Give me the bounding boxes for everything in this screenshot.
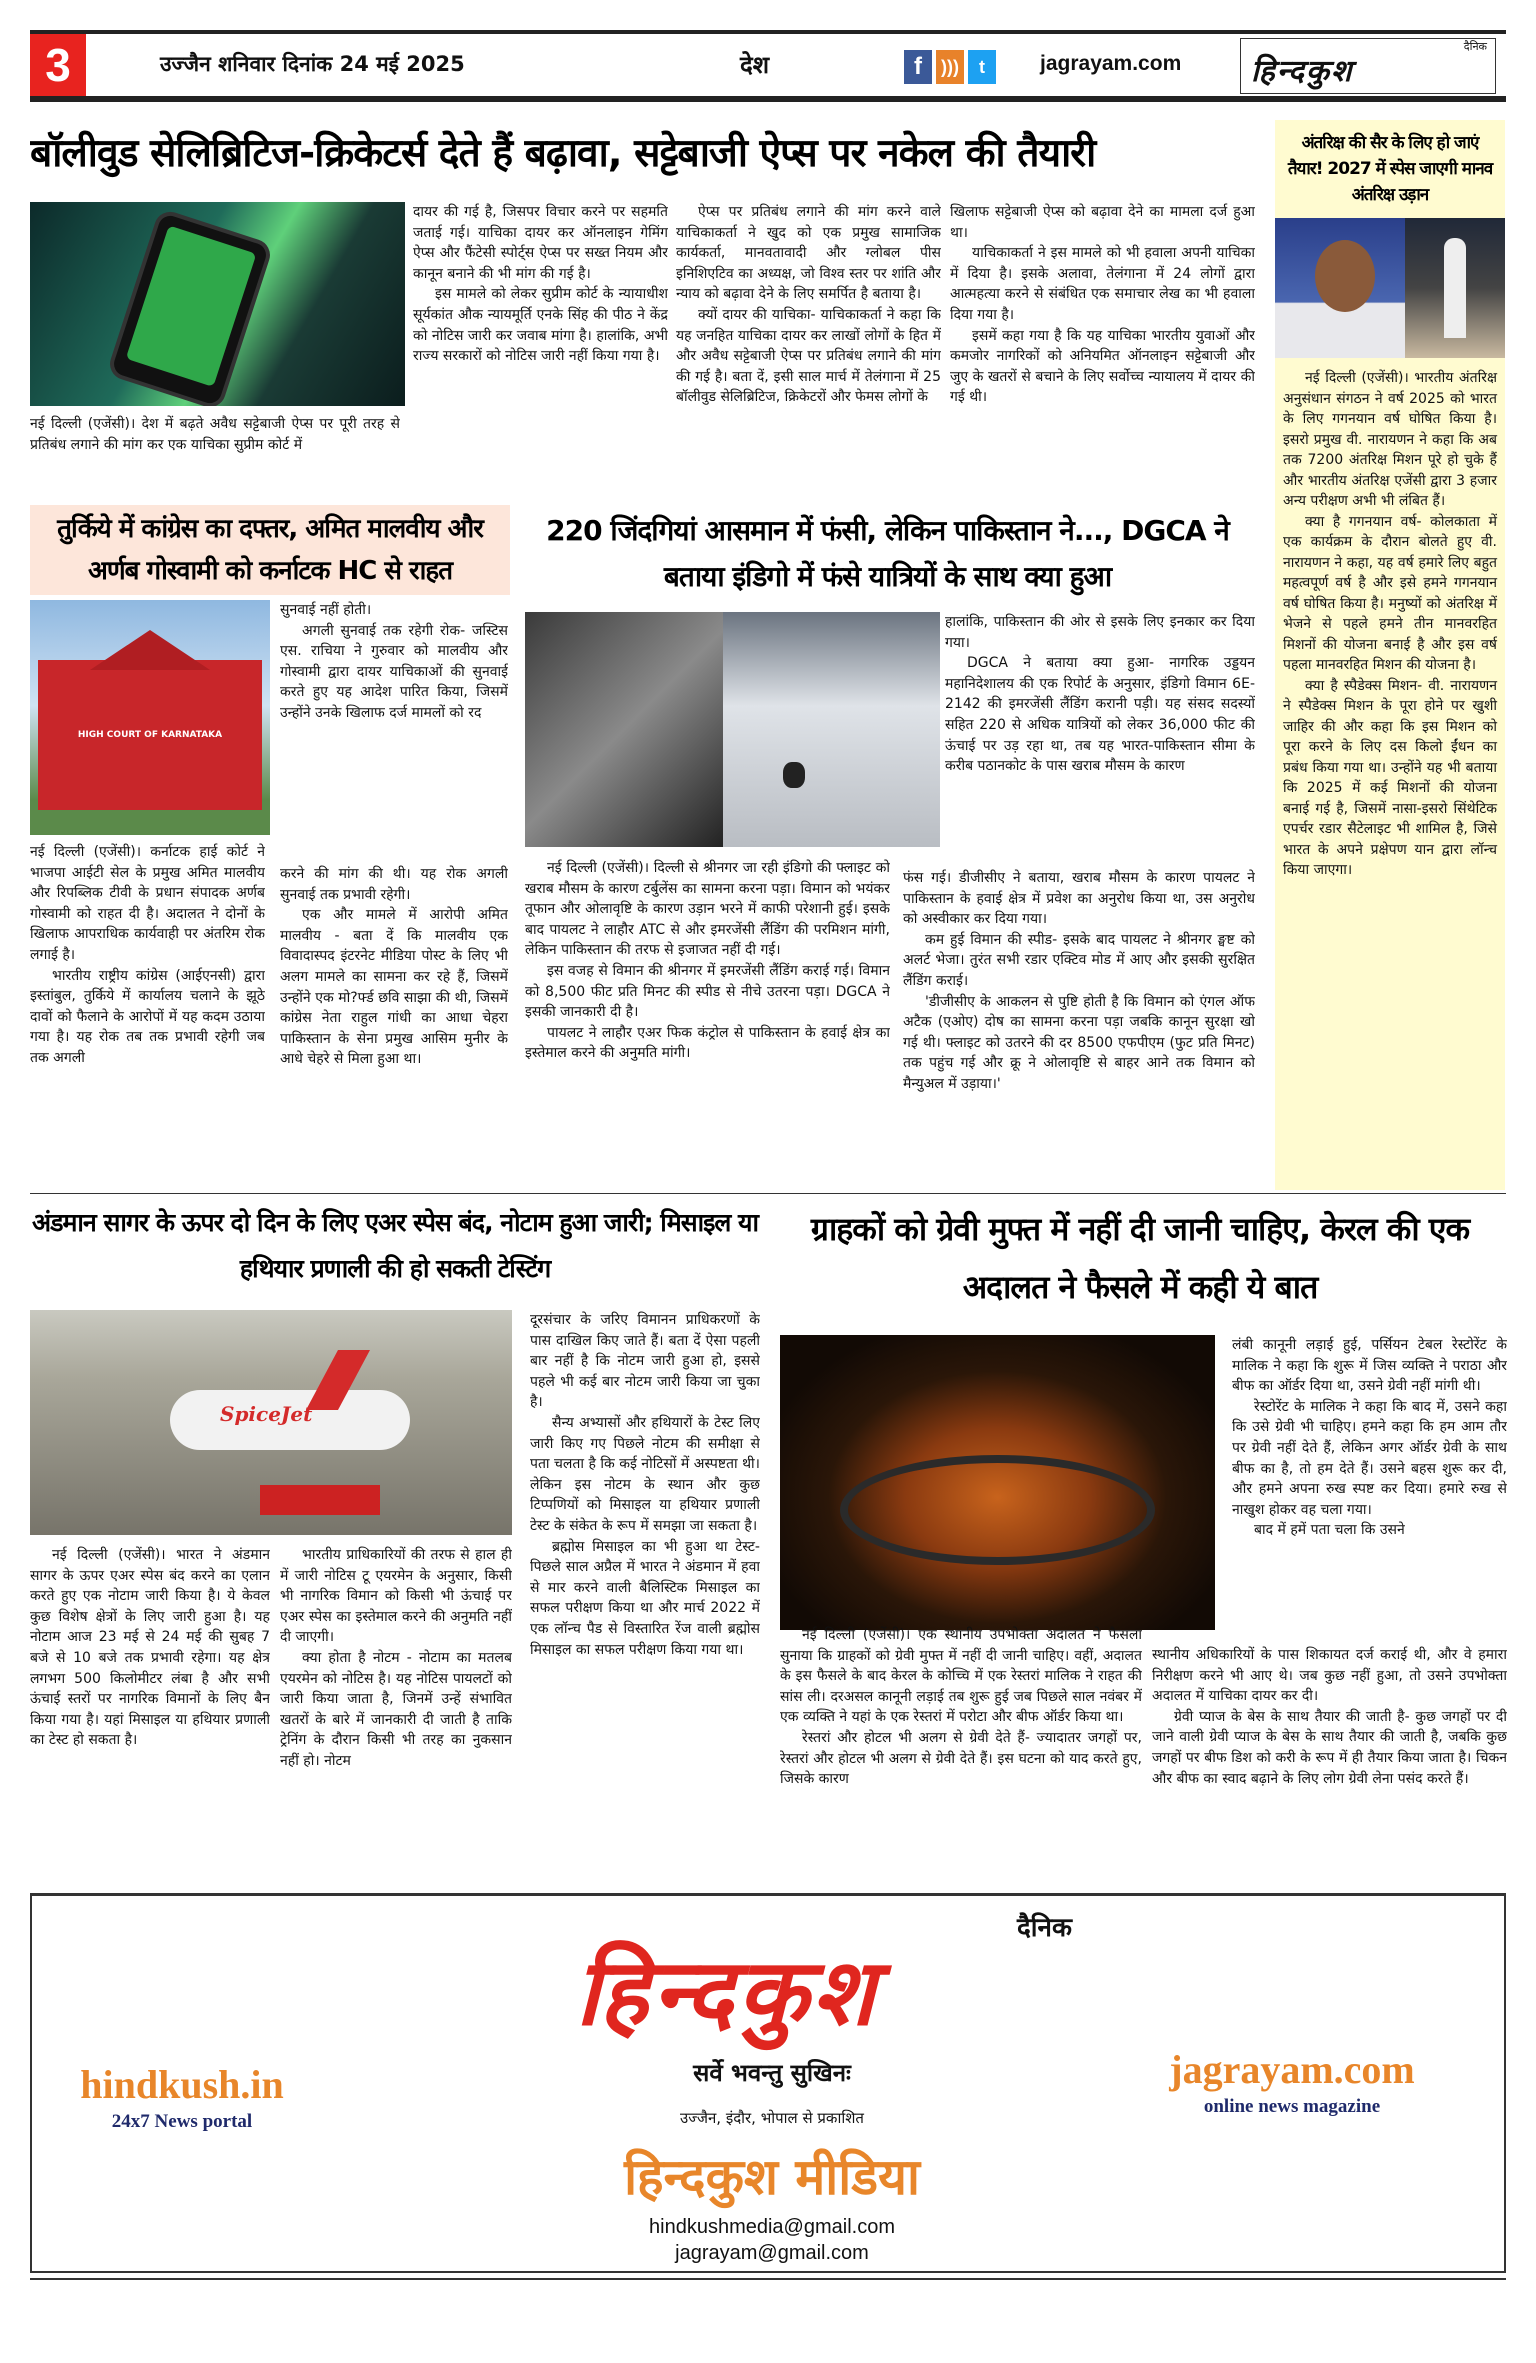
masthead-title: हिन्दकुश xyxy=(1251,54,1354,89)
rss-icon[interactable]: ))) xyxy=(936,50,964,84)
section-label: देश xyxy=(740,51,770,79)
image-caption: HIGH COURT OF KARNATAKA xyxy=(77,730,223,740)
site-link[interactable]: jagrayam.com xyxy=(1040,52,1182,75)
email-link[interactable]: hindkushmedia@gmail.com xyxy=(649,2216,895,2238)
page-header xyxy=(30,30,1506,102)
page-number: 3 xyxy=(30,34,86,96)
article-column: नई दिल्ली (एजेंसी)। एक स्थानीय उपभोक्ता अदालत ने फैसला सुनाया कि ग्राहकों को ग्रेवी मुफ्त में नहीं दी जानी चाहिए। वहीं, अदालत के इस फैसले के बाद केरल के कोच्चि में एक रेस्तरां मालिक ने राहत की सांस ली। दरअसल कानूनी लड़ाई तब शुरू हुई जब पिछले साल नवंबर में एक व्यक्ति ने यहां के एक रेस्तरां में परोटा और बीफ ऑर्डर किया था। रेस्तरां और होटल भी अलग से ग्रेवी देते हैं- ज्यादातर जगहों पर, रेस्तरां और होटल भी अलग से ग्रेवी देते हैं। इस घटना को याद करते हुए, जिसके कारण xyxy=(780,1627,1142,1788)
rocket-image xyxy=(1405,218,1505,358)
indigo-flight-image xyxy=(525,612,940,847)
hindkush-site-link[interactable]: hindkush.in xyxy=(80,2062,284,2107)
article-headline: अंडमान सागर के ऊपर दो दिन के लिए एअर स्पेस बंद, नोटाम हुआ जारी; मिसाइल या हथियार प्रणाली की हो सकती टेस्टिंग xyxy=(31,1208,759,1283)
divider xyxy=(30,1193,1506,1194)
article-column: नई दिल्ली (एजेंसी)। कर्नाटक हाई कोर्ट ने भाजपा आईटी सेल के प्रमुख अमित मालवीय और रिपब्लिक टीवी के प्रधान संपादक अर्णब गोस्वामी को राहत दी है। अदालत ने दोनों के खिलाफ आपराधिक कार्यवाही पर अंतरिम रोक लगाई है। भारतीय राष्ट्रीय कांग्रेस (आईएनसी) द्वारा इस्तांबुल, तुर्किये में कार्यालय चलाने के झूठे दावों को फैलाने के आरोपों में यह कदम उठाया गया है। यह रोक तब तक प्रभावी रहेगी जब तक अगली xyxy=(30,844,265,1066)
hindkush-tagline: 24x7 News portal xyxy=(111,2111,253,2132)
article-column: ऐप्स पर प्रतिबंध लगाने की मांग करने वाले याचिकाकर्ता ने खुद को एक प्रमुख सामाजिक कार्यकर्ता, मानवतावादी और ग्लोबल पीस इनिशिएटिव का अध्यक्ष, जो विश्व स्तर पर शांति और न्याय को बढ़ावा देने के लिए समर्पित है बताया है। क्यों दायर की याचिका- याचिकाकर्ता ने कहा कि यह जनहित याचिका दायर कर लाखों लोगों के हित में और अवैध सट्टेबाजी ऐप्स पर प्रतिबंध लगाने की मांग की गई है। बता दें, इसी साल मार्च में तेलंगाना में 25 बॉलीवुड सेलिब्रिटिज, क्रिकेटरों और फेमस लोगों के xyxy=(676,204,941,406)
email-link[interactable]: jagrayam@gmail.com xyxy=(675,2242,869,2264)
article-column: दायर की गई है, जिसपर विचार करने पर सहमति जताई गई। याचिका दायर कर ऑनलाइन गेमिंग ऐप्स और फैंटेसी स्पोर्ट्स ऐप्स पर सख्त नियम और कानून बनाने की भी मांग की गई है। इस मामले को लेकर सुप्रीम कोर्ट के न्यायाधीश सूर्यकांत औक न्यायमूर्ति एनके सिंह की पीठ ने केंद्र को नोटिस जारी कर जवाब मांगा है। हालांकि, अभी राज्य सरकारों को नोटिस जारी नहीं किया गया है। xyxy=(413,204,668,365)
sidebar-body: नई दिल्ली (एजेंसी)। भारतीय अंतरिक्ष अनुसंधान संगठन ने वर्ष 2025 को भारत के लिए गगनयान वर्ष घोषित किया है। इसरो प्रमुख वी. नारायणन ने कहा कि अब तक 7200 अंतरिक्ष मिशन पूरे हो चुके हैं और भारतीय अंतरिक्ष एजेंसी द्वारा 3 हजार अन्य परीक्षण अभी भी लंबित हैं। क्या है गगनयान वर्ष- कोलकाता में एक कार्यक्रम के दौरान बोलते हुए वी. नारायणन ने कहा, यह वर्ष हमारे लिए बहुत महत्वपूर्ण वर्ष है और इसे हमने गगनयान वर्ष घोषित किया है। मनुष्यों को अंतरिक्ष में भेजने से पहले हमने तीन मानवरहित मिशनों की योजना बनाई है और इस वर्ष पहला मानवरहित मिशन की योजना है। क्या है स्पैडेक्स मिशन- वी. नारायणन ने स्पैडेक्स मिशन के पूरा होने पर खुशी जाहिर की और कहा कि इस मिशन को पूरा करने के लिए दस किलो ईंधन का प्रबंध किया गया था। उन्होंने यह भी बताया कि 2025 में कई मिशनों की योजना बनाई गई है, जिसमें नासा-इसरो सिंथेटिक एपर्चर रडार सैटेलाइट भी शामिल है, जिसे भारत के अपने प्रक्षेपण यान द्वारा लॉन्च किया जाएगा। xyxy=(1283,370,1497,878)
footer-advertisement xyxy=(30,1893,1506,2273)
twitter-icon[interactable]: t xyxy=(968,50,996,84)
article-column: हालांकि, पाकिस्तान की ओर से इसके लिए इनकार कर दिया गया। DGCA ने बताया क्या हुआ- नागरिक उड्डयन महानिदेशालय की एक रिपोर्ट के अनुसार, इंडिगो विमान 6E-2142 की इमरजेंसी लैंडिंग करानी पड़ी। यह संसद सदस्यों सहित 220 से अधिक यात्रियों को लेकर 36,000 फीट की ऊंचाई पर उड़ रहा था, तब यह भारत-पाकिस्तान सीमा के करीब पठानकोट के पास खराब मौसम के कारण xyxy=(945,614,1255,775)
bottom-rule xyxy=(30,2278,1506,2280)
article-column: नई दिल्ली (एजेंसी)। भारत ने अंडमान सागर के ऊपर एअर स्पेस बंद करने का एलान करते हुए एक नोटाम जारी किया है। ये केवल कुछ विशेष क्षेत्रों के लिए जारी हुआ है। यह नोटाम आज 23 मई से 24 मई की सुबह 7 बजे से 10 बजे तक प्रभावी रहेगा। यह क्षेत्र लगभग 500 किलोमीटर लंबा है और सभी ऊंचाई स्तरों पर नागरिक विमानों के लिए बैन किया गया है। यहां मिसाइल या हथियार प्रणाली का टेस्ट हो सकता है। xyxy=(30,1547,270,1749)
article-headline: बॉलीवुड सेलिब्रिटिज-क्रिकेटर्स देते हैं बढ़ावा, सट्टेबाजी ऐप्स पर नकेल की तैयारी xyxy=(30,131,1096,176)
article-column: फंस गई। डीजीसीए ने बताया, खराब मौसम के कारण पायलट ने पाकिस्तान के हवाई क्षेत्र में प्रवेश का अनुरोध किया था, उस अनुरोध को अस्वीकार कर दिया गया। कम हुई विमान की स्पीड- इसके बाद पायलट ने श्रीनगर ङ्घष्ट को अलर्ट भेजा। तुरंत सभी रडार एक्टिव मोड में आए और इसकी सुरक्षित लैंडिंग कराई। 'डीजीसीए के आकलन से पुष्टि होती है कि विमान को एंगल ऑफ अटैक (एओए) दोष का सामना करना पड़ा जबकि कानून सुरक्षा खो गई थी। फ्लाइट को उतरने की दर 8500 एफपीएम (फुट प्रति मिनट) तक पहुंच गई और क्रू ने ओलावृष्टि से बाहर आने तक विमान को मैन्युअल में उड़ाया।' xyxy=(903,870,1255,1092)
isro-chief-image xyxy=(1275,218,1505,358)
footer-masthead-small: दैनिक xyxy=(1017,1913,1072,1943)
sidebar-headline: अंतरिक्ष की सैर के लिए हो जाएं तैयार! 2027 में स्पेस जाएगी मानव अंतरिक्ष उड़ान xyxy=(1287,133,1493,205)
betting-app-phone-image xyxy=(30,202,405,406)
jagrayam-site-link[interactable]: jagrayam.com xyxy=(1169,2047,1415,2092)
dateline: उज्जैन शनिवार दिनांक 24 मई 2025 xyxy=(160,52,465,76)
motto: सर्वे भवन्तु सुखिनः xyxy=(693,2059,851,2087)
article-column: सुनवाई नहीं होती। अगली सुनवाई तक रहेगी रोक- जस्टिस एस. राचिया ने गुरुवार को मालवीय और गोस्वामी द्वारा दायर याचिकाओं की सुनवाई करते हुए यह आदेश पारित किया, जिसमें उन्होंने उनके खिलाफ दर्ज मामलों को रद xyxy=(280,602,508,721)
airport-aircraft-image xyxy=(30,1310,512,1535)
article-headline: ग्राहकों को ग्रेवी मुफ्त में नहीं दी जानी चाहिए, केरल की एक अदालत ने फैसले में कही ये बात xyxy=(810,1210,1470,1306)
article-column: नई दिल्ली (एजेंसी)। दिल्ली से श्रीनगर जा रही इंडिगो की फ्लाइट को खराब मौसम के कारण टर्बुलेंस का सामना करना पड़ा। विमान को भयंकर तूफान और ओलावृष्टि के कारण उड़ान भरने में काफी परेशानी हुई। इसके बाद पायलट ने लाहौर ATC से और इमरजेंसी लैंडिंग की परमिशन मांगी, लेकिन पाकिस्तान की तरफ से इजाजत नहीं दी गई। इस वजह से विमान की श्रीनगर में इमरजेंसी लैंडिंग कराई गई। विमान को 8,500 फीट प्रति मिनट की स्पीड से नीचे उतरना पड़ा। DGCA ने इसकी जानकारी दी है। पायलट ने लाहौर एअर फिक कंट्रोल से पाकिस्तान के हवाई क्षेत्र का इस्तेमाल करने की अनुमति मांगी। xyxy=(525,860,890,1062)
article-column: नई दिल्ली (एजेंसी)। देश में बढ़ते अवैध सट्टेबाजी ऐप्स पर पूरी तरह से प्रतिबंध लगाने की मांग कर एक याचिका सुप्रीम कोर्ट में xyxy=(30,416,400,453)
article-column: खिलाफ सट्टेबाजी ऐप्स को बढ़ावा देने का मामला दर्ज हुआ था। याचिकाकर्ता ने इस मामले को भी हवाला अपनी याचिका में दिया है। इसके अलावा, तेलंगाना में 24 लोगों द्वारा आत्महत्या करने से संबंधित एक समाचार लेख का भी हवाला दिया गया है। इसमें कहा गया है कि यह याचिका भारतीय युवाओं और कमजोर नागरिकों को अनियमित ऑनलाइन सट्टेबाजी और जुए के खतरों से बचाने के लिए सर्वोच्च न्यायालय में दायर की गई थी। xyxy=(950,204,1255,406)
article-headline: 220 जिंदगियां आसमान में फंसी, लेकिन पाकिस्तान ने..., DGCA ने बताया इंडिगो में फंसे यात्रियों के साथ क्या हुआ xyxy=(546,514,1229,593)
image-caption: SpiceJet xyxy=(220,1402,313,1426)
article-column: दूरसंचार के जरिए विमानन प्राधिकरणों के पास दाखिल किए जाते हैं। बता दें ऐसा पहली बार नहीं है कि नोटम जारी हुआ हो, इससे पहले भी कई बार नोटम जारी किया जा चुका है। सैन्य अभ्यासों और हथियारों के टेस्ट लिए जारी किए गए पिछले नोटम की समीक्षा से पता चलता है कि कई नोटिसों में अस्पष्टता थी। लेकिन इस नोटम के स्थान और कुछ टिप्पणियों को मिसाइल या हथियार प्रणाली टेस्ट के संकेत के रूप में समझा जा सकता है। ब्रह्मोस मिसाइल का भी हुआ था टेस्ट- पिछले साल अप्रैल में भारत ने अंडमान में हवा से मार करने वाली बैलिस्टिक मिसाइल का सफल परीक्षण किया था और मार्च 2022 में एक लॉन्च पैड से विस्तारित रेंज वाली ब्रह्मोस मिसाइल का सफल परीक्षण किया गया था। xyxy=(530,1312,760,1658)
gravy-dish-image xyxy=(780,1335,1215,1630)
footer-masthead-logo: हिन्दकुश xyxy=(575,1938,879,2046)
article-column: स्थानीय अधिकारियों के पास शिकायत दर्ज कराई थी, और वे हमारा निरीक्षण करने भी आए थे। जब कुछ नहीं हुआ, तो उसने उपभोक्ता अदालत में याचिका दायर कर दी। ग्रेवी प्याज के बेस के साथ तैयार की जाती है- कुछ जगहों पर दी जाने वाली ग्रेवी प्याज के बेस के साथ तैयार की जाती है, जबकि कुछ जगहों पर बीफ डिश को करी के रूप में ही तैयार किया जाता है। चिकन और बीफ का स्वाद बढ़ाने के लिए लोग ग्रेवी लेना पसंद करते हैं। xyxy=(1152,1647,1507,1787)
masthead-logo xyxy=(1240,38,1496,94)
jagrayam-tagline: online news magazine xyxy=(1203,2096,1381,2117)
article-column: भारतीय प्राधिकारियों की तरफ से हाल ही में जारी नोटिस टू एयरमेन के अनुसार, किसी भी नागरिक विमान को किसी भी ऊंचाई पर एअर स्पेस का इस्तेमाल करने की अनुमति नहीं दी जाएगी। क्या होता है नोटम - नोटाम का मतलब एयरमेन को नोटिस है। यह नोटिस पायलटों को जारी किया जाता है, जिनमें उन्हें संभावित खतरों के बारे में जानकारी दी जाती है ताकि ट्रेनिंग के दौरान किसी भी तरह का नुकसान नहीं हो। नोटम xyxy=(280,1547,512,1769)
article-column: लंबी कानूनी लड़ाई हुई, पर्सियन टेबल रेस्टोरेंट के मालिक ने कहा कि शुरू में जिस व्यक्ति ने पराठा और बीफ का ऑर्डर दिया था, उसने ग्रेवी नहीं मांगी थी। रेस्टोरेंट के मालिक ने कहा कि बाद में, उसने कहा कि उसे ग्रेवी भी चाहिए। हमने कहा कि हम आम तौर पर ग्रेवी नहीं देते हैं, लेकिन अगर ऑर्डर ग्रेवी के साथ बीफ का है, तो हम देते हैं। उसने बहस शुरू कर दी, और हमने अपना रुख स्पष्ट कर दिया। हमारे रुख से नाखुश होकर वह चला गया। बाद में हमें पता चला कि उसने xyxy=(1232,1337,1507,1539)
high-court-image xyxy=(30,600,270,835)
facebook-icon[interactable]: f xyxy=(904,50,932,84)
publication-cities: उज्जैन, इंदौर, भोपाल से प्रकाशित xyxy=(680,2109,864,2127)
masthead-small: दैनिक xyxy=(1463,40,1487,53)
article-column: करने की मांग की थी। यह रोक अगली सुनवाई तक प्रभावी रहेगी। एक और मामले में आरोपी अमित मालवीय - बता दें कि मालवीय एक विवादास्पद इंटरनेट मीडिया पोस्ट के लिए भी अलग मामले का सामना कर रहे हैं, जिसमें उन्होंने एक मो?र्फ्ड छवि साझा की थी, जिसमें कांग्रेस नेता राहुल गांधी का आधा चेहरा पाकिस्तान के सेना प्रमुख आसिम मुनीर के आधे चेहरे से मिला हुआ था। xyxy=(280,866,508,1068)
hindkush-media-logo: हिन्दकुश मीडिया xyxy=(624,2148,920,2206)
sidebar-article xyxy=(1275,120,1505,1190)
article-headline: तुर्किये में कांग्रेस का दफ्तर, अमित मालवीय और अर्णब गोस्वामी को कर्नाटक HC से राहत xyxy=(57,514,483,586)
